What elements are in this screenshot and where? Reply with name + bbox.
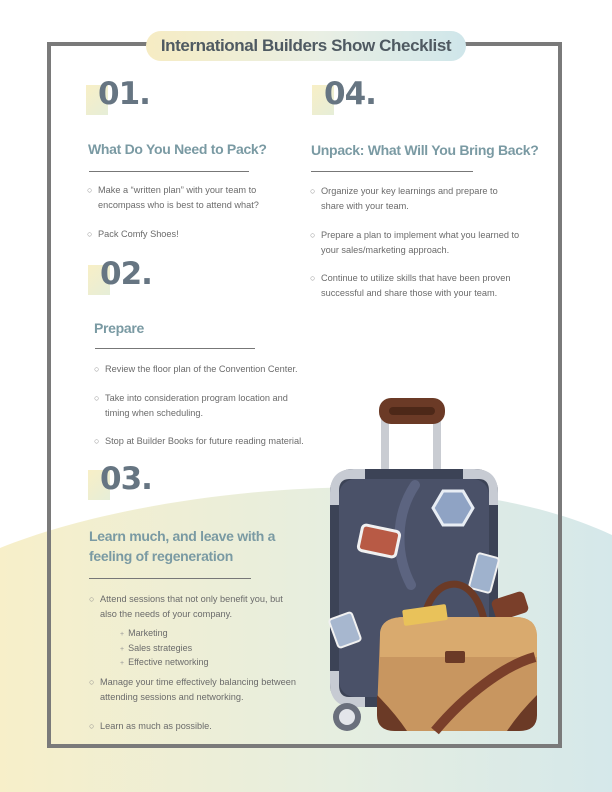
bullet-icon: ○: [310, 230, 316, 240]
section-01-item-1: ○ Make a “written plan” with your team to encompass who is best to attend what?: [87, 185, 259, 210]
bullet-icon: ○: [89, 677, 95, 687]
section-03-subitem-3: + Effective networking: [120, 657, 209, 667]
section-02-item-1: ○ Review the floor plan of the Convention Center.: [105, 362, 320, 377]
plus-icon: +: [120, 645, 125, 653]
section-04-item-2: ○ Prepare a plan to implement what you learned to your sales/marketing approach.: [310, 230, 520, 255]
section-number: 02.: [100, 256, 152, 292]
section-03-item-3: ○ Learn as much as possible.: [100, 719, 300, 734]
bullet-icon: ○: [310, 186, 316, 196]
section-01-divider: [89, 171, 249, 172]
bullet-icon: ○: [87, 229, 93, 239]
section-number: 04.: [324, 76, 376, 112]
bullet-icon: ○: [94, 364, 100, 374]
section-04-heading: Unpack: What Will You Bring Back?: [311, 142, 539, 158]
section-03-number-block: [100, 461, 152, 497]
section-04-number-block: [324, 76, 376, 112]
section-04-divider: [311, 171, 473, 172]
section-number: 01.: [98, 76, 150, 112]
section-04-item-3: ○ Continue to utilize skills that have been proven successful and share those with your team.: [310, 273, 511, 298]
section-01-number-block: [98, 76, 150, 112]
section-03-heading: Learn much, and leave with a feeling of regeneration: [89, 528, 276, 564]
section-01-heading: What Do You Need to Pack?: [88, 141, 267, 157]
section-02-item-2: ○ Take into consideration program location and timing when scheduling.: [94, 393, 288, 418]
page-title: International Builders Show Checklist: [160, 36, 452, 55]
bullet-icon: ○: [94, 393, 100, 403]
section-03-subitem-2: + Sales strategies: [120, 642, 193, 653]
plus-icon: +: [120, 660, 125, 667]
section-03-divider: [89, 578, 251, 579]
bullet-icon: ○: [310, 273, 316, 283]
section-02-divider: [95, 348, 255, 349]
section-03-item-2: ○ Manage your time effectively balancing between attending sessions and networking.: [89, 677, 296, 702]
bullet-icon: ○: [87, 185, 93, 195]
section-03-item-1: ○ Attend sessions that not only benefit you, but also the needs of your company.: [89, 594, 283, 619]
section-number: 03.: [100, 461, 152, 497]
section-02-item-3: ○ Stop at Builder Books for future reading material.: [105, 434, 320, 449]
luggage-illustration: [325, 395, 550, 740]
section-02-number-block: [100, 256, 152, 292]
title-banner: [146, 31, 466, 61]
section-03-subitem-1: + Marketing: [120, 628, 168, 638]
section-04-item-1: ○ Organize your key learnings and prepare to share with your team.: [310, 186, 498, 211]
bullet-icon: ○: [94, 436, 100, 446]
section-01-item-2: ○ Pack Comfy Shoes!: [98, 227, 298, 242]
plus-icon: +: [120, 631, 125, 638]
bullet-icon: ○: [89, 721, 95, 731]
section-02-heading: Prepare: [94, 320, 145, 336]
bullet-icon: ○: [89, 594, 95, 604]
